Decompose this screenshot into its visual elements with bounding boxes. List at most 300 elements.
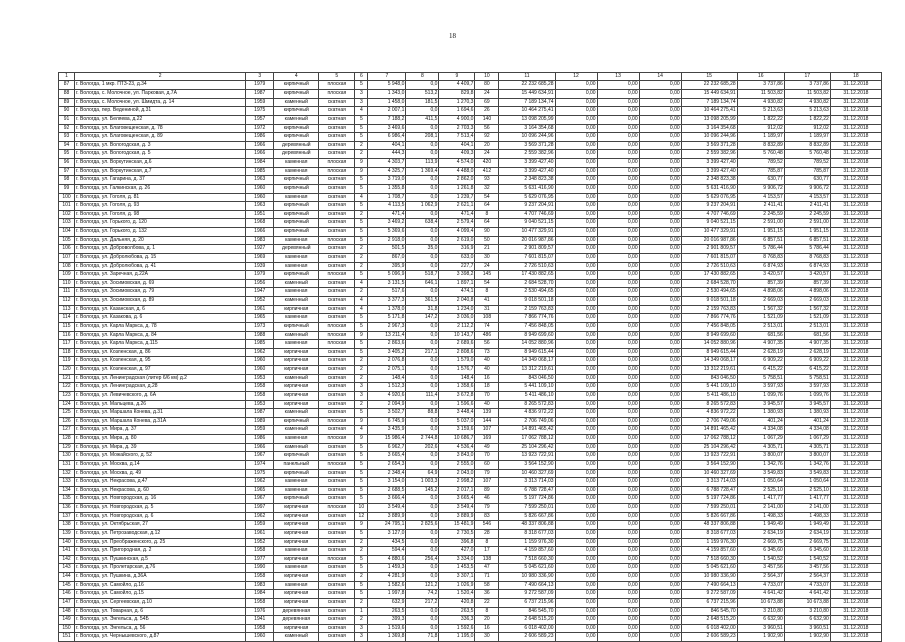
cell-nonresidential-area: 0,0 — [406, 495, 439, 504]
cell-year-built: 1975 — [246, 469, 274, 478]
cell-residents: 83 — [475, 512, 499, 521]
cell-floors: 5 — [355, 409, 368, 418]
cell-total-cost: 8 265 572,83 — [681, 400, 737, 409]
cell-fund-cost-2: 0,00 — [597, 590, 639, 599]
cell-fund-cost-2: 0,00 — [597, 409, 639, 418]
cell-fund-cost-2: 0,00 — [597, 504, 639, 513]
table-row — [59, 598, 882, 607]
cell-fund-cost-1: 0,00 — [555, 262, 597, 271]
cell-wall-material: кирпичный — [274, 271, 319, 280]
cell-cost-per-sqm: 2 634,19 — [737, 529, 784, 538]
cell-fund-cost-2: 0,00 — [597, 167, 639, 176]
cell-nonresidential-area: 0,0 — [406, 107, 439, 116]
cell-fund-cost-1: 0,00 — [555, 452, 597, 461]
cell-total-cost: 48 337 806,88 — [681, 521, 737, 530]
cell-floors: 3 — [355, 90, 368, 99]
cell-year-built: 1966 — [246, 141, 274, 150]
cell-repair-cost: 2 684 528,70 — [499, 279, 555, 288]
cell-cost-per-sqm: 2 141,00 — [737, 504, 784, 513]
cell-floors: 3 — [355, 624, 368, 633]
cell-max-cost-per-sqm: 912,02 — [784, 124, 830, 133]
cell-floors: 5 — [355, 348, 368, 357]
cell-roof-type: скатная — [319, 581, 355, 590]
cell-floors: 4 — [355, 426, 368, 435]
cell-residential-area: 3 448,4 — [439, 409, 475, 418]
table-row — [59, 521, 882, 530]
cell-completion-date: 31.12.2018 — [830, 115, 881, 124]
cell-nonresidential-area: 147,2 — [406, 314, 439, 323]
cell-residents: 79 — [475, 504, 499, 513]
cell-total-cost: 7 518 660,30 — [681, 555, 737, 564]
cell-fund-cost-1: 0,00 — [555, 288, 597, 297]
cell-total-cost: 20 016 987,86 — [681, 236, 737, 245]
table-row — [59, 460, 882, 469]
cell-fund-cost-2: 0,00 — [597, 555, 639, 564]
cell-year-built: 1952 — [246, 297, 274, 306]
cell-floors: 5 — [355, 529, 368, 538]
cell-fund-cost-1: 0,00 — [555, 124, 597, 133]
cell-repair-cost: 2 606 589,23 — [499, 633, 555, 642]
cell-cost-per-sqm: 5 758,51 — [737, 374, 784, 383]
cell-nonresidential-area: 0,0 — [406, 331, 439, 340]
cell-residents: 17 — [475, 547, 499, 556]
cell-cost-per-sqm: 2 525,10 — [737, 486, 784, 495]
cell-residential-area: 4 488,0 — [439, 167, 475, 176]
cell-roof-type: скатная — [319, 607, 355, 616]
table-row — [59, 547, 882, 556]
cell-fund-cost-3: 0,00 — [639, 150, 681, 159]
cell-total-area: 3 131,5 — [368, 279, 406, 288]
cell-fund-cost-3: 0,00 — [639, 236, 681, 245]
column-number-14: 14 — [639, 73, 681, 81]
table-body — [59, 81, 882, 642]
cell-roof-type: скатная — [319, 297, 355, 306]
cell-floors: 5 — [355, 581, 368, 590]
cell-wall-material: каменная — [274, 236, 319, 245]
column-number-12: 12 — [555, 73, 597, 81]
cell-residential-area: 420,8 — [439, 598, 475, 607]
cell-year-built: 1960 — [246, 184, 274, 193]
cell-fund-cost-2: 0,00 — [597, 271, 639, 280]
cell-total-cost: 2 726 510,63 — [681, 262, 737, 271]
cell-roof-type: скатная — [319, 357, 355, 366]
cell-residents: 79 — [475, 469, 499, 478]
cell-total-cost: 13 923 722,91 — [681, 452, 737, 461]
cell-completion-date: 31.12.2018 — [830, 452, 881, 461]
cell-cost-per-sqm: 6 909,22 — [737, 357, 784, 366]
cell-floors: 5 — [355, 236, 368, 245]
cell-residential-area: 2 579,4 — [439, 219, 475, 228]
cell-residents: 50 — [475, 236, 499, 245]
cell-residential-area: 15 481,9 — [439, 521, 475, 530]
cell-cost-per-sqm: 8 832,89 — [737, 141, 784, 150]
cell-total-area: 4 325,7 — [368, 167, 406, 176]
cell-floors: 2 — [355, 573, 368, 582]
cell-year-built: 1959 — [246, 426, 274, 435]
cell-fund-cost-1: 0,00 — [555, 564, 597, 573]
cell-total-cost: 5 411 486,10 — [681, 391, 737, 400]
cell-year-built: 1960 — [246, 193, 274, 202]
cell-fund-cost-2: 0,00 — [597, 253, 639, 262]
cell-address: г. Вологда, ул. Козленская, д. 95 — [75, 357, 246, 366]
cell-total-area: 395,9 — [368, 262, 406, 271]
cell-fund-cost-2: 0,00 — [597, 624, 639, 633]
cell-nonresidential-area: 0,0 — [406, 426, 439, 435]
column-number-16: 16 — [737, 73, 784, 81]
cell-fund-cost-1: 0,00 — [555, 141, 597, 150]
cell-fund-cost-1: 0,00 — [555, 409, 597, 418]
cell-total-area: 4 880,6 — [368, 555, 406, 564]
cell-residential-area: 404,1 — [439, 141, 475, 150]
cell-completion-date: 31.12.2018 — [830, 176, 881, 185]
cell-total-area: 1 512,3 — [368, 383, 406, 392]
cell-fund-cost-3: 0,00 — [639, 495, 681, 504]
cell-residents: 92 — [475, 133, 499, 142]
cell-total-area: 2 076,8 — [368, 357, 406, 366]
cell-year-built: 1958 — [246, 624, 274, 633]
cell-max-cost-per-sqm: 857,39 — [784, 279, 830, 288]
cell-address: г. Вологда, ул. Гоголя, д. 81 — [75, 193, 246, 202]
cell-roof-type: скатная — [319, 193, 355, 202]
cell-wall-material: кирпичный — [274, 219, 319, 228]
column-number-17: 17 — [784, 73, 830, 81]
cell-row-number: 131 — [59, 460, 75, 469]
cell-row-number: 117 — [59, 340, 75, 349]
cell-roof-type: скатная — [319, 443, 355, 452]
table-row — [59, 374, 882, 383]
cell-address: г. Вологда, ул. Маршала Конева, д.31А — [75, 417, 246, 426]
cell-address: г. Вологда, ул. Карла Маркса, д. 78 — [75, 322, 246, 331]
cell-wall-material: каменная — [274, 288, 319, 297]
table-row — [59, 495, 882, 504]
cell-floors: 2 — [355, 616, 368, 625]
cell-total-area: 4 113,5 — [368, 202, 406, 211]
cell-fund-cost-1: 0,00 — [555, 279, 597, 288]
cell-residential-area: 227,7 — [439, 262, 475, 271]
cell-roof-type: скатная — [319, 279, 355, 288]
cell-total-area: 3 127,0 — [368, 529, 406, 538]
cell-roof-type: скатная — [319, 590, 355, 599]
cell-wall-material: каменный — [274, 279, 319, 288]
table-row — [59, 452, 882, 461]
cell-cost-per-sqm: 3 597,93 — [737, 383, 784, 392]
cell-residential-area: 2 998,2 — [439, 478, 475, 487]
cell-wall-material: кирпичный — [274, 202, 319, 211]
cell-row-number: 133 — [59, 478, 75, 487]
cell-max-cost-per-sqm: 4 898,06 — [784, 288, 830, 297]
cell-cost-per-sqm: 1 822,22 — [737, 115, 784, 124]
cell-fund-cost-2: 0,00 — [597, 141, 639, 150]
cell-cost-per-sqm: 1 567,32 — [737, 305, 784, 314]
cell-address: г. Вологда, ул. Воркутинская, д.7 — [75, 167, 246, 176]
cell-fund-cost-3: 0,00 — [639, 469, 681, 478]
cell-completion-date: 31.12.2018 — [830, 288, 881, 297]
cell-fund-cost-2: 0,00 — [597, 443, 639, 452]
cell-roof-type: скатная — [319, 245, 355, 254]
cell-roof-type: скатная — [319, 202, 355, 211]
table-row — [59, 486, 882, 495]
cell-fund-cost-1: 0,00 — [555, 184, 597, 193]
cell-fund-cost-1: 0,00 — [555, 555, 597, 564]
cell-total-area: 594,4 — [368, 547, 406, 556]
cell-address: г. Вологда, пер. Ведениной, д.31 — [75, 107, 246, 116]
cell-row-number: 112 — [59, 297, 75, 306]
table-row — [59, 210, 882, 219]
cell-nonresidential-area: 0,0 — [406, 573, 439, 582]
cell-address: г. Вологда, ул. Мира, д. 37 — [75, 426, 246, 435]
cell-total-cost: 10 477 329,91 — [681, 228, 737, 237]
cell-repair-cost: 8 265 572,83 — [499, 400, 555, 409]
cell-residential-area: 4 409,7 — [439, 81, 475, 90]
cell-address: г. Вологда, ул. Маршала Конева, д.31 — [75, 409, 246, 418]
cell-fund-cost-2: 0,00 — [597, 124, 639, 133]
table-row — [59, 348, 882, 357]
cell-completion-date: 31.12.2018 — [830, 547, 881, 556]
cell-repair-cost: 1 159 976,30 — [499, 538, 555, 547]
cell-total-area: 3 665,4 — [368, 452, 406, 461]
cell-fund-cost-3: 0,00 — [639, 279, 681, 288]
cell-row-number: 119 — [59, 357, 75, 366]
cell-fund-cost-2: 0,00 — [597, 297, 639, 306]
cell-cost-per-sqm: 1 949,49 — [737, 521, 784, 530]
cell-repair-cost: 7 518 660,30 — [499, 555, 555, 564]
cell-floors: 5 — [355, 124, 368, 133]
cell-total-area: 2 075,1 — [368, 366, 406, 375]
cell-year-built: 1947 — [246, 288, 274, 297]
cell-residential-area: 336,3 — [439, 616, 475, 625]
cell-residents: 18 — [475, 383, 499, 392]
cell-max-cost-per-sqm: 1 099,76 — [784, 391, 830, 400]
cell-nonresidential-area: 0,0 — [406, 210, 439, 219]
cell-residential-area: 2 808,6 — [439, 348, 475, 357]
cell-roof-type: скатная — [319, 141, 355, 150]
cell-fund-cost-1: 0,00 — [555, 486, 597, 495]
cell-cost-per-sqm: 785,87 — [737, 167, 784, 176]
cell-address: г. Вологда, ул. Карла Маркса, д. 84 — [75, 331, 246, 340]
cell-roof-type: скатная — [319, 409, 355, 418]
cell-total-cost: 843 046,50 — [681, 374, 737, 383]
cell-floors: 5 — [355, 219, 368, 228]
cell-fund-cost-3: 0,00 — [639, 443, 681, 452]
cell-max-cost-per-sqm: 6 857,51 — [784, 236, 830, 245]
cell-repair-cost: 9 237 204,91 — [499, 202, 555, 211]
cell-completion-date: 31.12.2018 — [830, 228, 881, 237]
cell-residential-area: 2 689,6 — [439, 340, 475, 349]
cell-completion-date: 31.12.2018 — [830, 521, 881, 530]
cell-fund-cost-1: 0,00 — [555, 607, 597, 616]
cell-residents: 107 — [475, 478, 499, 487]
cell-wall-material: каменный — [274, 98, 319, 107]
cell-roof-type: скатная — [319, 391, 355, 400]
cell-fund-cost-2: 0,00 — [597, 383, 639, 392]
table-row — [59, 538, 882, 547]
cell-roof-type: плоская — [319, 435, 355, 444]
cell-address: г. Вологда, ул. Сергеевская, д.10 — [75, 598, 246, 607]
cell-fund-cost-1: 0,00 — [555, 305, 597, 314]
cell-floors: 2 — [355, 288, 368, 297]
cell-floors: 5 — [355, 314, 368, 323]
cell-wall-material: кирпичная — [274, 521, 319, 530]
cell-fund-cost-2: 0,00 — [597, 90, 639, 99]
table-row — [59, 297, 882, 306]
cell-cost-per-sqm: 6 857,51 — [737, 236, 784, 245]
cell-nonresidential-area: 71,8 — [406, 633, 439, 642]
cell-row-number: 141 — [59, 547, 75, 556]
cell-completion-date: 31.12.2018 — [830, 357, 881, 366]
cell-residents: 546 — [475, 521, 499, 530]
cell-max-cost-per-sqm: 1 380,93 — [784, 409, 830, 418]
cell-total-cost: 3 399 427,40 — [681, 159, 737, 168]
cell-total-cost: 10 460 327,69 — [681, 469, 737, 478]
cell-max-cost-per-sqm: 4 907,35 — [784, 340, 830, 349]
cell-completion-date: 31.12.2018 — [830, 633, 881, 642]
cell-total-cost: 2 348 823,38 — [681, 176, 737, 185]
cell-repair-cost: 9 272 587,09 — [499, 590, 555, 599]
cell-residential-area: 2 043,0 — [439, 469, 475, 478]
cell-row-number: 87 — [59, 81, 75, 90]
cell-fund-cost-1: 0,00 — [555, 245, 597, 254]
cell-address: г. Вологда, ул. Горького, д. 132 — [75, 228, 246, 237]
cell-year-built: 1957 — [246, 115, 274, 124]
cell-roof-type: скатная — [319, 547, 355, 556]
cell-repair-cost: 2 726 510,63 — [499, 262, 555, 271]
cell-fund-cost-2: 0,00 — [597, 478, 639, 487]
cell-floors: 9 — [355, 331, 368, 340]
column-number-11: 11 — [499, 73, 555, 81]
cell-max-cost-per-sqm: 2 669,03 — [784, 297, 830, 306]
cell-completion-date: 31.12.2018 — [830, 98, 881, 107]
cell-completion-date: 31.12.2018 — [830, 90, 881, 99]
cell-completion-date: 31.12.2018 — [830, 210, 881, 219]
table-row — [59, 253, 882, 262]
cell-wall-material: каменная — [274, 314, 319, 323]
cell-completion-date: 31.12.2018 — [830, 314, 881, 323]
cell-fund-cost-3: 0,00 — [639, 193, 681, 202]
cell-completion-date: 31.12.2018 — [830, 366, 881, 375]
cell-wall-material: кирпичный — [274, 495, 319, 504]
cell-max-cost-per-sqm: 6 909,22 — [784, 357, 830, 366]
cell-total-cost: 17 062 788,12 — [681, 435, 737, 444]
table-row — [59, 400, 882, 409]
cell-year-built: 1968 — [246, 219, 274, 228]
cell-nonresidential-area: 0,0 — [406, 81, 439, 90]
cell-residents: 139 — [475, 409, 499, 418]
cell-fund-cost-2: 0,00 — [597, 202, 639, 211]
cell-row-number: 101 — [59, 202, 75, 211]
cell-wall-material: каменный — [274, 409, 319, 418]
cell-row-number: 88 — [59, 90, 75, 99]
cell-year-built: 1984 — [246, 590, 274, 599]
cell-wall-material: кирпичная — [274, 529, 319, 538]
cell-repair-cost: 5 441 109,10 — [499, 383, 555, 392]
cell-completion-date: 31.12.2018 — [830, 460, 881, 469]
cell-wall-material: кирпичная — [274, 512, 319, 521]
cell-nonresidential-area: 411,5 — [406, 115, 439, 124]
cell-repair-cost: 4 707 746,69 — [499, 210, 555, 219]
cell-row-number: 97 — [59, 167, 75, 176]
column-number-10: 10 — [475, 73, 499, 81]
cell-row-number: 113 — [59, 305, 75, 314]
cell-roof-type: скатная — [319, 98, 355, 107]
cell-fund-cost-1: 0,00 — [555, 512, 597, 521]
cell-cost-per-sqm: 4 153,57 — [737, 193, 784, 202]
cell-max-cost-per-sqm: 1 949,49 — [784, 521, 830, 530]
cell-total-area: 3 719,0 — [368, 176, 406, 185]
cell-repair-cost: 7 456 848,05 — [499, 322, 555, 331]
cell-max-cost-per-sqm: 1 189,97 — [784, 133, 830, 142]
cell-nonresidential-area: 0,0 — [406, 616, 439, 625]
cell-year-built: 1958 — [246, 391, 274, 400]
cell-completion-date: 31.12.2018 — [830, 305, 881, 314]
cell-max-cost-per-sqm: 3 800,07 — [784, 452, 830, 461]
cell-cost-per-sqm: 401,24 — [737, 417, 784, 426]
cell-repair-cost: 6 018 402,00 — [499, 624, 555, 633]
cell-row-number: 102 — [59, 210, 75, 219]
table-row — [59, 150, 882, 159]
cell-floors: 2 — [355, 262, 368, 271]
cell-residential-area: 2 621,1 — [439, 202, 475, 211]
table-row — [59, 564, 882, 573]
cell-fund-cost-1: 0,00 — [555, 443, 597, 452]
cell-completion-date: 31.12.2018 — [830, 124, 881, 133]
cell-max-cost-per-sqm: 3 549,83 — [784, 469, 830, 478]
cell-cost-per-sqm: 681,56 — [737, 331, 784, 340]
cell-max-cost-per-sqm: 3 420,57 — [784, 271, 830, 280]
cell-roof-type: скатная — [319, 133, 355, 142]
cell-floors: 9 — [355, 521, 368, 530]
table-row — [59, 202, 882, 211]
cell-nonresidential-area: 0,0 — [406, 547, 439, 556]
cell-roof-type: скатная — [319, 495, 355, 504]
cell-floors: 2 — [355, 245, 368, 254]
cell-fund-cost-1: 0,00 — [555, 176, 597, 185]
cell-roof-type: скатная — [319, 383, 355, 392]
cell-fund-cost-2: 0,00 — [597, 417, 639, 426]
cell-fund-cost-2: 0,00 — [597, 452, 639, 461]
cell-completion-date: 31.12.2018 — [830, 253, 881, 262]
cell-completion-date: 31.12.2018 — [830, 340, 881, 349]
cell-total-cost: 9 272 587,09 — [681, 590, 737, 599]
cell-nonresidential-area: 0,0 — [406, 564, 439, 573]
cell-total-cost: 5 826 667,86 — [681, 512, 737, 521]
cell-residential-area: 3 665,4 — [439, 495, 475, 504]
cell-residential-area: 1 520,4 — [439, 590, 475, 599]
cell-fund-cost-3: 0,00 — [639, 486, 681, 495]
cell-fund-cost-1: 0,00 — [555, 366, 597, 375]
cell-row-number: 104 — [59, 228, 75, 237]
cell-fund-cost-3: 0,00 — [639, 590, 681, 599]
cell-fund-cost-2: 0,00 — [597, 495, 639, 504]
cell-nonresidential-area: 0,0 — [406, 504, 439, 513]
cell-residential-area: 3 672,8 — [439, 391, 475, 400]
cell-residential-area: 2 730,5 — [439, 529, 475, 538]
cell-row-number: 135 — [59, 495, 75, 504]
cell-address: г. Вологда, ул. Новгородская, д. 6 — [75, 512, 246, 521]
cell-total-area: 404,1 — [368, 141, 406, 150]
cell-total-area: 15 986,4 — [368, 435, 406, 444]
cell-fund-cost-2: 0,00 — [597, 581, 639, 590]
table-row — [59, 271, 882, 280]
cell-nonresidential-area: 0,0 — [406, 374, 439, 383]
cell-cost-per-sqm: 1 951,15 — [737, 228, 784, 237]
cell-residential-area: 2 862,0 — [439, 176, 475, 185]
cell-completion-date: 31.12.2018 — [830, 607, 881, 616]
cell-roof-type: скатная — [319, 478, 355, 487]
cell-fund-cost-3: 0,00 — [639, 383, 681, 392]
cell-floors: 5 — [355, 81, 368, 90]
cell-cost-per-sqm: 3 210,80 — [737, 607, 784, 616]
cell-total-cost: 10 096 244,96 — [681, 133, 737, 142]
